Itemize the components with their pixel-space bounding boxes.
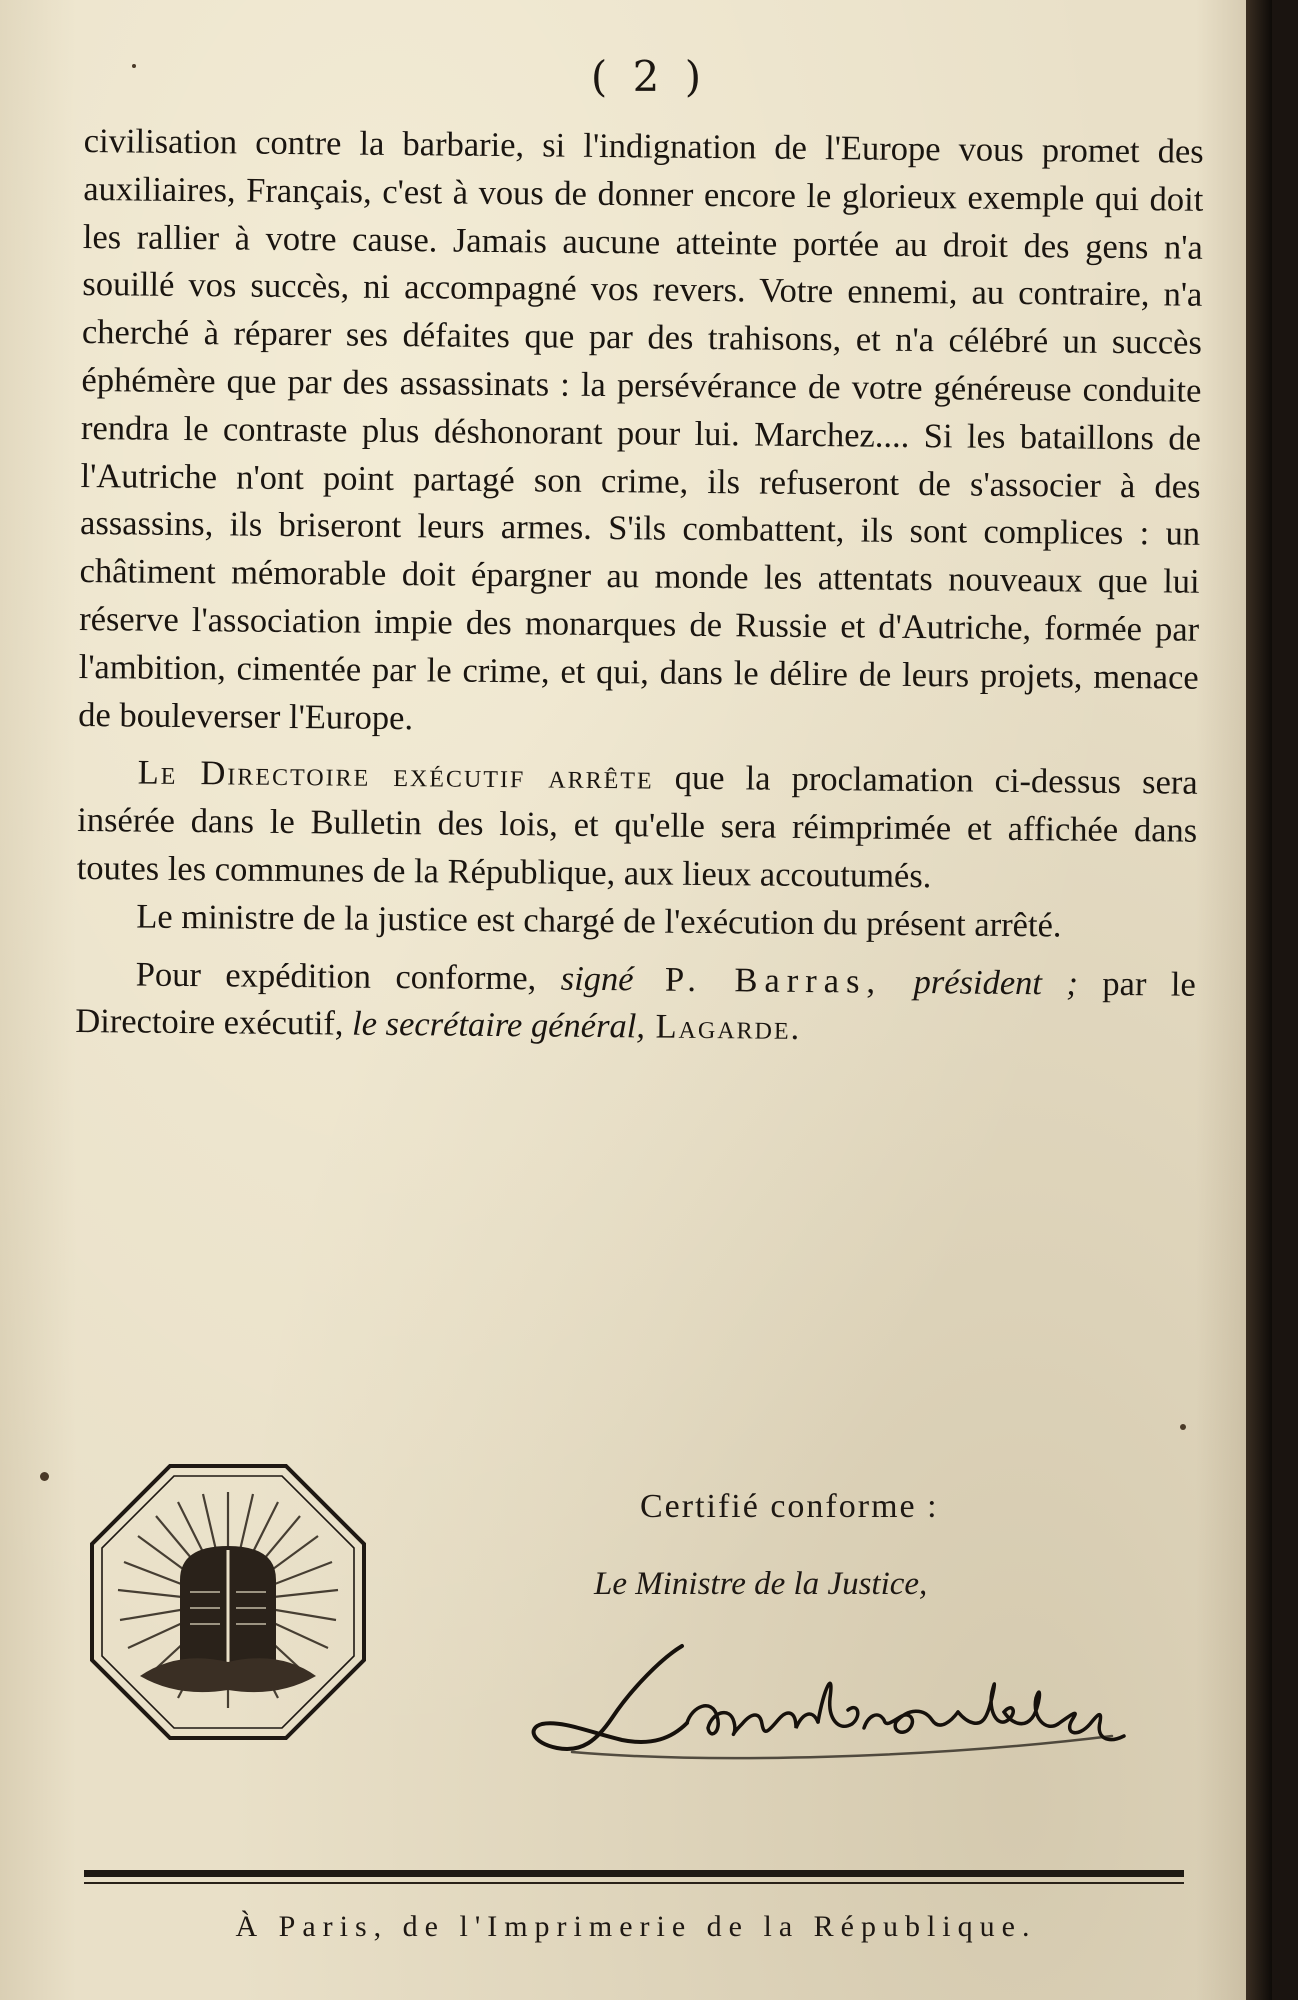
president-word: président ; bbox=[913, 962, 1079, 1003]
tablets-of-law-seal-icon bbox=[88, 1462, 368, 1742]
ink-speck bbox=[132, 64, 136, 68]
par-directoire: par le Directoire exécutif, bbox=[75, 964, 1196, 1043]
minister-clause: Le ministre de la justice est chargé de l'exécution du présent arrêté. bbox=[136, 897, 1062, 945]
lagarde-name: Lagarde. bbox=[644, 1007, 802, 1048]
footer-rule-thin bbox=[84, 1882, 1184, 1884]
expedition-paragraph bbox=[75, 951, 1196, 1057]
barras-name: P. Barras, bbox=[633, 959, 914, 1001]
page-number: ( 2 ) bbox=[590, 52, 708, 101]
decree-paragraph bbox=[77, 749, 1198, 903]
body-text bbox=[75, 118, 1204, 1057]
expedition-intro: Pour expédition conforme, bbox=[135, 955, 561, 998]
secretaire-word: le secrétaire général, bbox=[351, 1004, 646, 1046]
binding-edge bbox=[1246, 0, 1272, 2000]
signe-word: signé bbox=[560, 959, 634, 998]
ink-speck bbox=[1180, 1424, 1186, 1430]
lambrechts-signature bbox=[512, 1628, 1162, 1778]
proclamation-paragraph: civilisation contre la barbarie, si l'indignation de l'Europe vous promet des auxiliaires, Français, c'est à vous de donner encore le glorieux exemple qui doit les rallier à votre cause. Jamais aucune atteinte portée au droit des gens n'a souillé vos succès, ni accompagné vos revers. Votre ennemi, au contraire, n'a cherché à réparer ses défaites que par des trahisons, et n'a célébré un succès éphémère que par des assassinats : la persévérance de votre généreuse conduite rendra le contraste plus déshonorant pour lui. Marchez.... Si les bataillons de l'Autriche n'ont point partagé son crime, ils refuseront de s'associer à des assassins, ils briseront leurs armes. S'ils combattent, ils sont complices : un châtiment mémorable doit épargner au monde les attentats nouveaux que lui réserve l'association impie des monarques de Russie et d'Autriche, formée par l'ambition, cimentée par le crime, et qui, dans le délire de leurs projets, menace de bouleverser l'Europe. bbox=[78, 121, 1204, 737]
minister-title: Le Ministre de la Justice, bbox=[594, 1566, 928, 1602]
printer-imprint: À Paris, de l'Imprimerie de la République. bbox=[235, 1910, 1037, 1943]
ink-speck bbox=[40, 1472, 49, 1481]
decree-text: que la proclamation ci-dessus sera insérée dans le Bulletin des lois, et qu'elle sera réimprimée et affichée dans toutes les communes de la République, aux lieux accoutumés. bbox=[76, 758, 1198, 896]
decree-heading: Le Directoire exécutif arrête bbox=[137, 753, 654, 797]
certification-label: Certifié conforme : bbox=[640, 1488, 939, 1525]
footer-rule bbox=[84, 1870, 1184, 1877]
